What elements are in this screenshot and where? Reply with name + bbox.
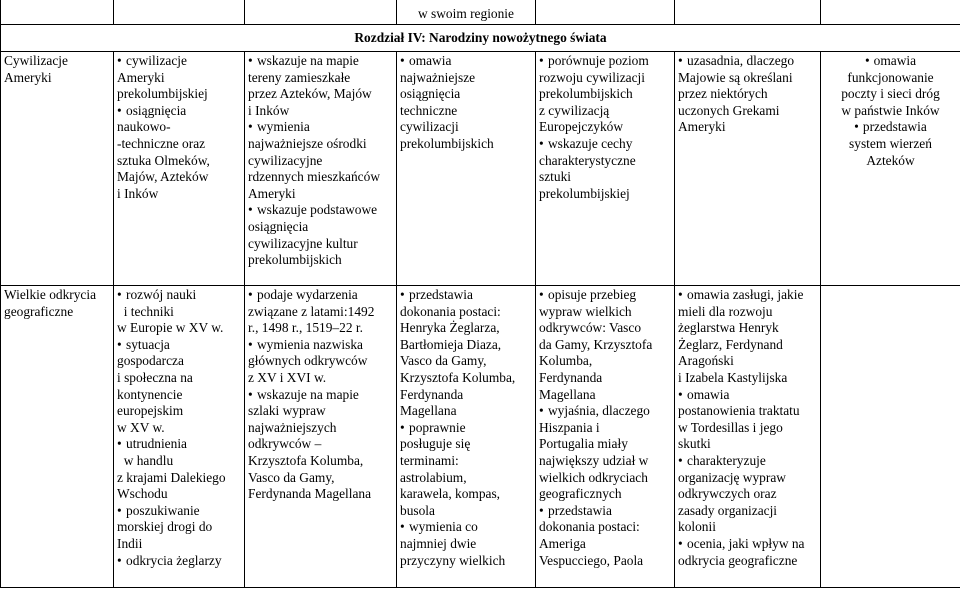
requirement-list [678, 287, 817, 569]
bullet-item: • podaje wydarzenia [248, 287, 393, 304]
requirement-list [248, 53, 393, 269]
requirements-cell [821, 52, 960, 286]
bullet-item: • wymienia nazwiska [248, 337, 393, 354]
topic-cell [1, 286, 114, 588]
list-line: Vasco da Gamy, [400, 353, 487, 369]
list-line: w państwie Inków [841, 102, 940, 118]
list-line: gospodarcza [117, 353, 184, 369]
list-line: prekolumbijskich [539, 86, 633, 102]
topic-line: Cywilizacje [4, 53, 68, 68]
cell [114, 0, 245, 25]
list-line: Ameryki [117, 69, 165, 85]
list-line: osiągnięcia [400, 86, 461, 102]
list-line: szlaki wypraw [248, 403, 326, 419]
list-line: przez Azteków, Majów [248, 86, 372, 102]
list-line: -techniczne oraz [117, 135, 206, 151]
list-line: z cywilizacją [539, 102, 610, 118]
list-line: prekolumbijskiej [117, 86, 208, 102]
bullet-item: • cywilizacje [117, 53, 241, 70]
chapter-row [1, 25, 960, 52]
bullet-item: • ocenia, jaki wpływ na [678, 536, 817, 553]
list-line: funkcjonowanie [847, 69, 934, 85]
bullet-item: • omawia [824, 53, 957, 70]
list-line: charakterystyczne [539, 152, 636, 168]
requirement-list [539, 287, 671, 569]
requirements-cell [536, 52, 675, 286]
bullet-item: • omawia zasługi, jakie [678, 287, 817, 304]
requirement-list [248, 287, 393, 503]
list-line: europejskim [117, 403, 184, 419]
list-line: i społeczna na [117, 369, 193, 385]
list-line: Ferdynanda [539, 369, 603, 385]
list-line: tereny zamieszkałe [248, 69, 351, 85]
list-line: r., 1498 r., 1519–22 r. [248, 320, 363, 336]
bullet-item: • przedstawia [539, 503, 671, 520]
requirements-cell [114, 286, 245, 588]
cell [821, 0, 960, 25]
list-line: Żeglarz, Ferdynand [678, 336, 783, 352]
list-line: najmniej dwie [400, 535, 477, 551]
list-line: i Inków [117, 185, 159, 201]
bullet-item: • opisuje przebieg [539, 287, 671, 304]
bullet-item: • rozwój nauki [117, 287, 241, 304]
bullet-item: • wymienia [248, 119, 393, 136]
cell [675, 0, 821, 25]
list-line: największy udział w [539, 452, 649, 468]
bullet-item: • uzasadnia, dlaczego [678, 53, 817, 70]
list-line: Ameriga [539, 535, 586, 551]
bullet-item: • przedstawia [824, 119, 957, 136]
bullet-item: • porównuje poziom [539, 53, 671, 70]
list-line: w handlu [117, 452, 174, 468]
list-line: związane z latami:1492 [248, 303, 375, 319]
topic-cell [1, 52, 114, 286]
requirements-cell [245, 52, 397, 286]
list-line: karawela, kompas, [400, 486, 501, 502]
list-line: Kolumba, [539, 353, 593, 369]
requirements-cell [245, 286, 397, 588]
list-line: Magellana [539, 386, 596, 402]
bullet-item: • wskazuje podstawowe [248, 202, 393, 219]
list-line: da Gamy, Krzysztofa [539, 336, 653, 352]
list-line: z krajami Dalekiego [117, 469, 226, 485]
list-line: Vespucciego, Paola [539, 552, 644, 568]
list-line: kontynencie [117, 386, 183, 402]
list-line: głównych odkrywców [248, 353, 368, 369]
list-line: odkrycia geograficzne [678, 552, 798, 568]
list-line: dokonania postaci: [539, 519, 640, 535]
list-line: dokonania postaci: [400, 303, 501, 319]
list-line: w Tordesillas i jego [678, 419, 783, 435]
list-line: uczonych Grekami [678, 102, 780, 118]
table-row [1, 286, 960, 588]
list-line: morskiej drogi do [117, 519, 213, 535]
list-line: sztuki [539, 169, 571, 185]
list-line: sztuka Olmeków, [117, 152, 210, 168]
list-line: odkrywców: Vasco [539, 320, 642, 336]
list-line: Azteków [866, 152, 915, 168]
cell [245, 0, 397, 25]
bullet-item: • wskazuje cechy [539, 136, 671, 153]
list-line: i Izabela Kastylijska [678, 369, 788, 385]
list-line: system wierzeń [849, 135, 932, 151]
list-line: cywilizacyjne [248, 152, 323, 168]
requirements-cell [114, 52, 245, 286]
list-line: poczty i sieci dróg [841, 86, 940, 102]
list-line: Ferdynanda [400, 386, 464, 402]
list-line: mieli dla rozwoju [678, 303, 773, 319]
list-line: w XV w. [117, 419, 165, 435]
list-line: rdzennych mieszkańców [248, 169, 380, 185]
chapter-title: Rozdział IV: Narodziny nowożytnego świata [1, 25, 960, 52]
list-line: Magellana [400, 403, 457, 419]
list-line: Vasco da Gamy, [248, 469, 335, 485]
list-line: przez niektórych [678, 86, 768, 102]
list-line: zasady organizacji [678, 502, 778, 518]
list-line: Ferdynanda Magellana [248, 486, 372, 502]
requirements-cell [675, 52, 821, 286]
list-line: odkrywczych oraz [678, 486, 777, 502]
bullet-item: • przedstawia [400, 287, 532, 304]
list-line: Majowie są określani [678, 69, 793, 85]
list-line: prekolumbijskich [400, 135, 494, 151]
list-line: Henryka Żeglarza, [400, 320, 500, 336]
list-line: rozwoju cywilizacji [539, 69, 645, 85]
header-continuation-row [1, 0, 960, 25]
requirements-cell [397, 286, 536, 588]
bullet-item: • charakteryzuje [678, 453, 817, 470]
requirement-list [400, 287, 532, 569]
list-line: organizację wypraw [678, 469, 786, 485]
list-line: geograficznych [539, 486, 622, 502]
list-line: Europejczyków [539, 119, 624, 135]
list-line: busola [400, 502, 435, 518]
requirements-cell [397, 52, 536, 286]
list-line: techniczne [400, 102, 458, 118]
requirement-list [539, 53, 671, 202]
list-line: terminami: [400, 452, 459, 468]
requirements-cell [675, 286, 821, 588]
bullet-item: • omawia [400, 53, 532, 70]
requirement-list [117, 53, 241, 202]
bullet-item: • sytuacja [117, 337, 241, 354]
bullet-item: • poprawnie [400, 420, 532, 437]
list-line: w Europie w XV w. [117, 320, 224, 336]
list-line: Aragoński [678, 353, 734, 369]
requirement-list [824, 53, 957, 169]
list-line: cywilizacyjne kultur [248, 235, 358, 251]
list-line: i Inków [248, 102, 290, 118]
list-line: kolonii [678, 519, 716, 535]
list-line: Ameryki [678, 119, 726, 135]
list-line: skutki [678, 436, 711, 452]
requirements-cell [821, 286, 960, 588]
cell [1, 0, 114, 25]
topic-line: Wielkie odkrycia [4, 287, 97, 302]
list-line: cywilizacji [400, 119, 459, 135]
list-line: odkrywców – [248, 436, 322, 452]
list-line: Hiszpania i [539, 419, 600, 435]
list-line: Krzysztofa Kolumba, [400, 369, 516, 385]
list-line: posługuje się [400, 436, 471, 452]
bullet-item: • wymienia co [400, 519, 532, 536]
topic-line: Ameryki [4, 69, 52, 85]
list-line: wielkich odkryciach [539, 469, 648, 485]
table-row [1, 52, 960, 286]
list-line: prekolumbijskich [248, 252, 342, 268]
list-line: przyczyny wielkich [400, 552, 506, 568]
requirement-list [117, 287, 241, 569]
bullet-item: • omawia [678, 387, 817, 404]
bullet-item: • wskazuje na mapie [248, 387, 393, 404]
list-line: postanowienia traktatu [678, 403, 800, 419]
cell [536, 0, 675, 25]
list-line: prekolumbijskiej [539, 185, 630, 201]
list-line: Portugalia miały [539, 436, 628, 452]
bullet-item: • odkrycia żeglarzy [117, 553, 241, 570]
list-line: żeglarstwa Henryk [678, 320, 779, 336]
list-line: Majów, Azteków [117, 169, 209, 185]
list-line: osiągnięcia [248, 218, 309, 234]
bullet-item: • osiągnięcia [117, 103, 241, 120]
bullet-item: • utrudnienia [117, 436, 241, 453]
list-line: z XV i XVI w. [248, 369, 327, 385]
list-line: astrolabium, [400, 469, 467, 485]
topic-line: geograficzne [4, 303, 74, 319]
bullet-item: • wskazuje na mapie [248, 53, 393, 70]
bullet-item: • wyjaśnia, dlaczego [539, 403, 671, 420]
list-line: wypraw wielkich [539, 303, 632, 319]
requirement-list [400, 53, 532, 153]
list-line: najważniejsze [400, 69, 476, 85]
bullet-item: • poszukiwanie [117, 503, 241, 520]
list-line: Wschodu [117, 486, 168, 502]
list-line: najważniejsze ośrodki [248, 135, 367, 151]
list-line: Indii [117, 535, 143, 551]
requirements-cell [536, 286, 675, 588]
list-line: Bartłomieja Diaza, [400, 336, 502, 352]
top-note: w swoim regionie [397, 0, 536, 25]
list-line: Krzysztofa Kolumba, [248, 452, 364, 468]
list-line: najważniejszych [248, 419, 337, 435]
requirement-list [678, 53, 817, 136]
list-line: i techniki [117, 303, 174, 319]
list-line: Ameryki [248, 185, 296, 201]
list-line: naukowo- [117, 119, 171, 135]
